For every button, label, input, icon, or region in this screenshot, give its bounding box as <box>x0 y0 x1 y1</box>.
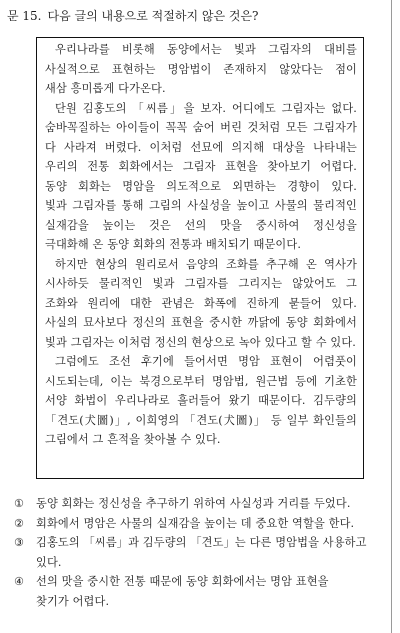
choice-number: ④ <box>14 575 24 588</box>
passage-paragraph <box>45 99 357 255</box>
passage-line: 그럼에도 조선 후기에 들어서면 명암 표현이 어렴풋이 <box>55 355 357 368</box>
passage-line: 조화와 원리에 대한 관념은 화폭에 진하게 묻들어 있다. <box>45 296 357 310</box>
passage-line: 빛과 그림자는 이처럼 정신의 현상으로 녹아 있다고 할 수 있다. <box>45 335 356 349</box>
passage-line: 서양 화법이 우리나라로 흘러들어 왔기 때문이다. 김두량의 <box>45 394 357 407</box>
passage-line: 동양 회화는 명암을 의도적으로 외면하는 경향이 있다. <box>45 179 357 193</box>
passage-line: 우리의 전통 회화에서는 그림자 표현을 찾아보기 어렵다. <box>45 160 357 173</box>
passage-paragraph <box>45 352 357 450</box>
passage-line: 그림에서 그 흔적을 찾아볼 수 있다. <box>45 433 221 446</box>
passage-line: 하지만 현상의 원리로서 음양의 조화를 추구해 온 역사가 <box>55 257 357 271</box>
question-text: 다음 글의 내용으로 적절하지 않은 것은? <box>47 9 259 23</box>
passage-line: 시도되는데, 이는 북경으로부터 명암법, 원근법 등에 기초한 <box>45 374 357 388</box>
passage-line: 빛과 그림자를 통해 그림의 사실성을 높이고 사물의 물리적인 <box>45 199 357 212</box>
passage-paragraph <box>45 255 357 353</box>
choice-3[interactable] <box>14 533 388 572</box>
page-right-border <box>391 0 392 633</box>
choice-line: 있다. <box>36 555 62 569</box>
passage-line: 극대화해 온 동양 회화의 전통과 배치되기 때문이다. <box>45 238 302 251</box>
passage-line: 다 사라져 버렸다. 이처럼 선묘에 의지해 대상을 나타내는 <box>45 140 357 154</box>
choice-text <box>36 494 388 514</box>
passage-line: 새삼 흥미롭게 다가온다. <box>45 82 166 95</box>
passage-line: 숨바꼭질하는 아이들이 꼭꼭 숨어 버린 것처럼 모든 그림자가 <box>45 121 357 134</box>
passage-paragraph <box>45 40 357 99</box>
passage-line: 우리나라를 비롯해 동양에서는 빛과 그림자의 대비를 <box>55 43 357 56</box>
question-number: 문 15. <box>7 9 42 23</box>
passage-line: 시사하듯 물리적인 빛과 그림자를 그리지는 않았어도 그 <box>45 277 357 290</box>
choice-2[interactable] <box>14 514 388 534</box>
choice-line: 찾기가 어렵다. <box>36 594 110 608</box>
choice-line: 동양 회화는 정신성을 추구하기 위하여 사실성과 거리를 두었다. <box>36 497 351 510</box>
answer-choices <box>14 494 388 611</box>
choice-number: ① <box>14 497 24 510</box>
choice-text <box>36 514 388 534</box>
choice-line: 김홍도의 「씨름」과 김두량의 「견도」는 다른 명암법을 사용하고 <box>36 536 367 549</box>
question-header <box>7 8 387 24</box>
choice-line: 회화에서 명암은 사물의 실재감을 높이는 데 중요한 역할을 한다. <box>36 516 355 530</box>
choice-number: ② <box>14 516 24 530</box>
choice-line: 선의 맛을 중시한 전통 때문에 동양 회화에서는 명암 표현을 <box>36 575 329 588</box>
passage-line: 「견도(犬圖)」, 이희영의 「견도(犬圖)」 등 일부 화인들의 <box>45 413 357 427</box>
choice-number: ③ <box>14 536 24 549</box>
choice-4[interactable] <box>14 572 388 611</box>
passage-line: 사실의 묘사보다 정신의 표현을 중시한 까닭에 동양 회화에서 <box>45 316 357 329</box>
reading-passage-box <box>36 37 364 479</box>
choice-text <box>36 572 388 611</box>
passage-line: 사실적으로 표현하는 명암법이 존재하지 않았다는 점이 <box>45 62 357 76</box>
choice-1[interactable] <box>14 494 388 514</box>
passage-line: 단원 김홍도의 「씨름」을 보자. 어디에도 그림자는 없다. <box>55 101 357 115</box>
choice-text <box>36 533 388 572</box>
passage-line: 실재감을 높이는 것은 선의 맛을 중시하여 정신성을 <box>45 218 357 232</box>
